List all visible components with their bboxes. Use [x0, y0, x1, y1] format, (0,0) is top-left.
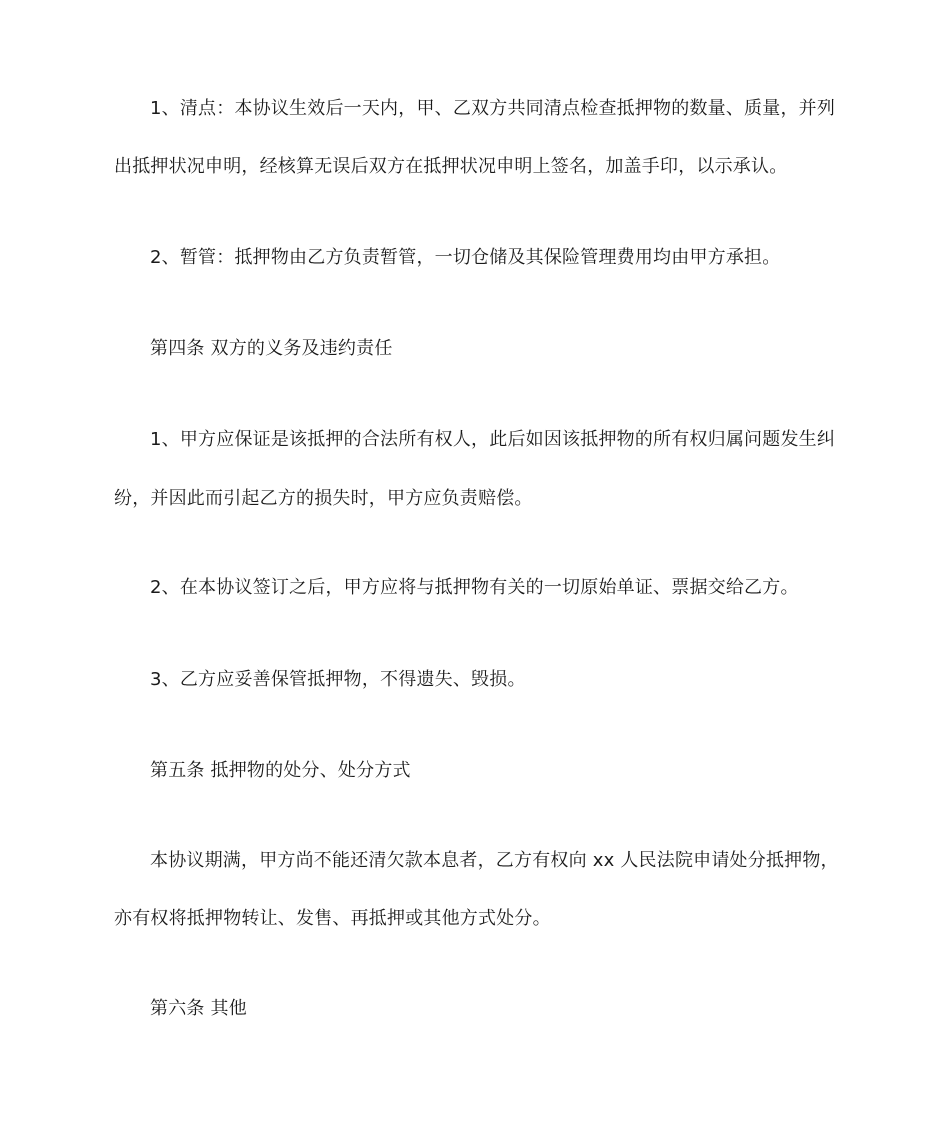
- article-6-heading: 第六条 其他: [150, 998, 247, 1019]
- clause-4-1-line-1: 1、甲方应保证是该抵押的合法所有权人，此后如因该抵押物的所有权归属问题发生纠: [150, 429, 836, 450]
- clause-3-1-line-2: 出抵押状况申明，经核算无误后双方在抵押状况申明上签名，加盖手印，以示承认。: [114, 156, 788, 177]
- article-5-text-line-1: 本协议期满，甲方尚不能还清欠款本息者，乙方有权向 xx 人民法院申请处分抵押物，: [150, 850, 839, 871]
- clause-4-1-line-2: 纷，并因此而引起乙方的损失时，甲方应负责赔偿。: [114, 488, 533, 509]
- article-5-heading: 第五条 抵押物的处分、处分方式: [150, 760, 411, 781]
- clause-3-1-line-1: 1、清点：本协议生效后一天内，甲、乙双方共同清点检查抵押物的数量、质量，并列: [150, 98, 836, 119]
- article-4-heading: 第四条 双方的义务及违约责任: [150, 338, 393, 359]
- clause-4-3: 3、乙方应妥善保管抵押物，不得遗失、毁损。: [150, 669, 526, 690]
- clause-3-2: 2、暂管：抵押物由乙方负责暂管，一切仓储及其保险管理费用均由甲方承担。: [150, 247, 781, 268]
- article-5-text-line-2: 亦有权将抵押物转让、发售、再抵押或其他方式处分。: [114, 908, 551, 929]
- clause-4-2: 2、在本协议签订之后，甲方应将与抵押物有关的一切原始单证、票据交给乙方。: [150, 577, 799, 598]
